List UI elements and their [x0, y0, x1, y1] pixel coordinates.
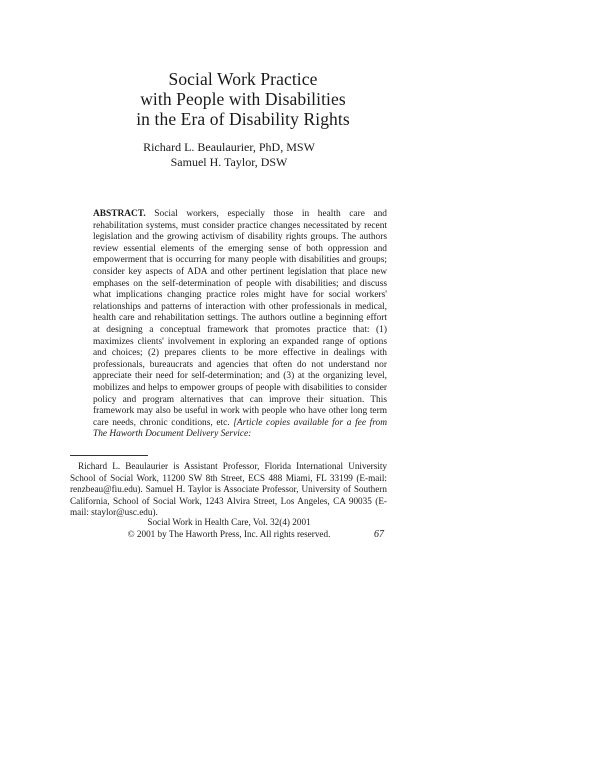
author-list: [0, 140, 458, 170]
author-affiliation-footnote: Richard L. Beaulaurier is Assistant Professor, Florida International University School of Social Work, 11200 SW 8th Street, ECS 488 Miami, FL 33199 (E-mail: renzbeau@fiu.edu). Samuel H. Taylor is Associate Professor, University of Southern California, School of Social Work, 1243 Alvira Street, Los Angeles, CA 90035 (E-mail: staylor@usc.edu).: [70, 461, 387, 518]
abstract-paragraph: [93, 209, 387, 441]
journal-citation: Social Work in Health Care, Vol. 32(4) 2001: [147, 517, 311, 527]
paper-title: [0, 69, 486, 129]
title-line-2: with People with Disabilities: [140, 89, 346, 109]
footnote-divider: [70, 455, 148, 456]
journal-info: [0, 517, 458, 540]
copyright-notice: © 2001 by The Haworth Press, Inc. All rights reserved.: [127, 528, 331, 539]
author-2: Samuel H. Taylor, DSW: [170, 155, 288, 169]
author-1: Richard L. Beaulaurier, PhD, MSW: [143, 140, 315, 154]
abstract-delivery-note: [Article copies available for a fee from The Haworth Document Delivery Service:: [93, 417, 387, 440]
title-line-1: Social Work Practice: [168, 69, 318, 89]
abstract-label: ABSTRACT.: [93, 209, 146, 219]
title-line-3: in the Era of Disability Rights: [136, 109, 350, 129]
page-number: 67: [374, 529, 384, 540]
abstract-body: Social workers, especially those in health care and rehabilitation systems, must consider practice changes necessitated by recent legislation and the growing activism of disability rights groups. The authors review essential elements of the emerging sense of both oppression and empowerment that is occurring for many people with disabilities and groups; consider key aspects of ADA and other pertinent legislation that place new emphases on the self-determination of people with disabilities; and discuss what implications changing practice roles might have for social workers' relationships and patterns of interaction with other professionals in medical, health care and rehabilitation settings. The authors outline a beginning effort at designing a conceptual framework that promotes practice that: (1) maximizes clients' involvement in exploring an expanded range of options and choices; (2) prepares clients to be more effective in dealings with professionals, bureaucrats and agencies that often do not understand nor appreciate their need for self-determination; and (3) at the organizing level, mobilizes and helps to empower groups of people with disabilities to consider policy and program alternatives that can improve their situation. This framework may also be useful in work with people who have other long term care needs, chronic conditions, etc.: [93, 209, 387, 428]
